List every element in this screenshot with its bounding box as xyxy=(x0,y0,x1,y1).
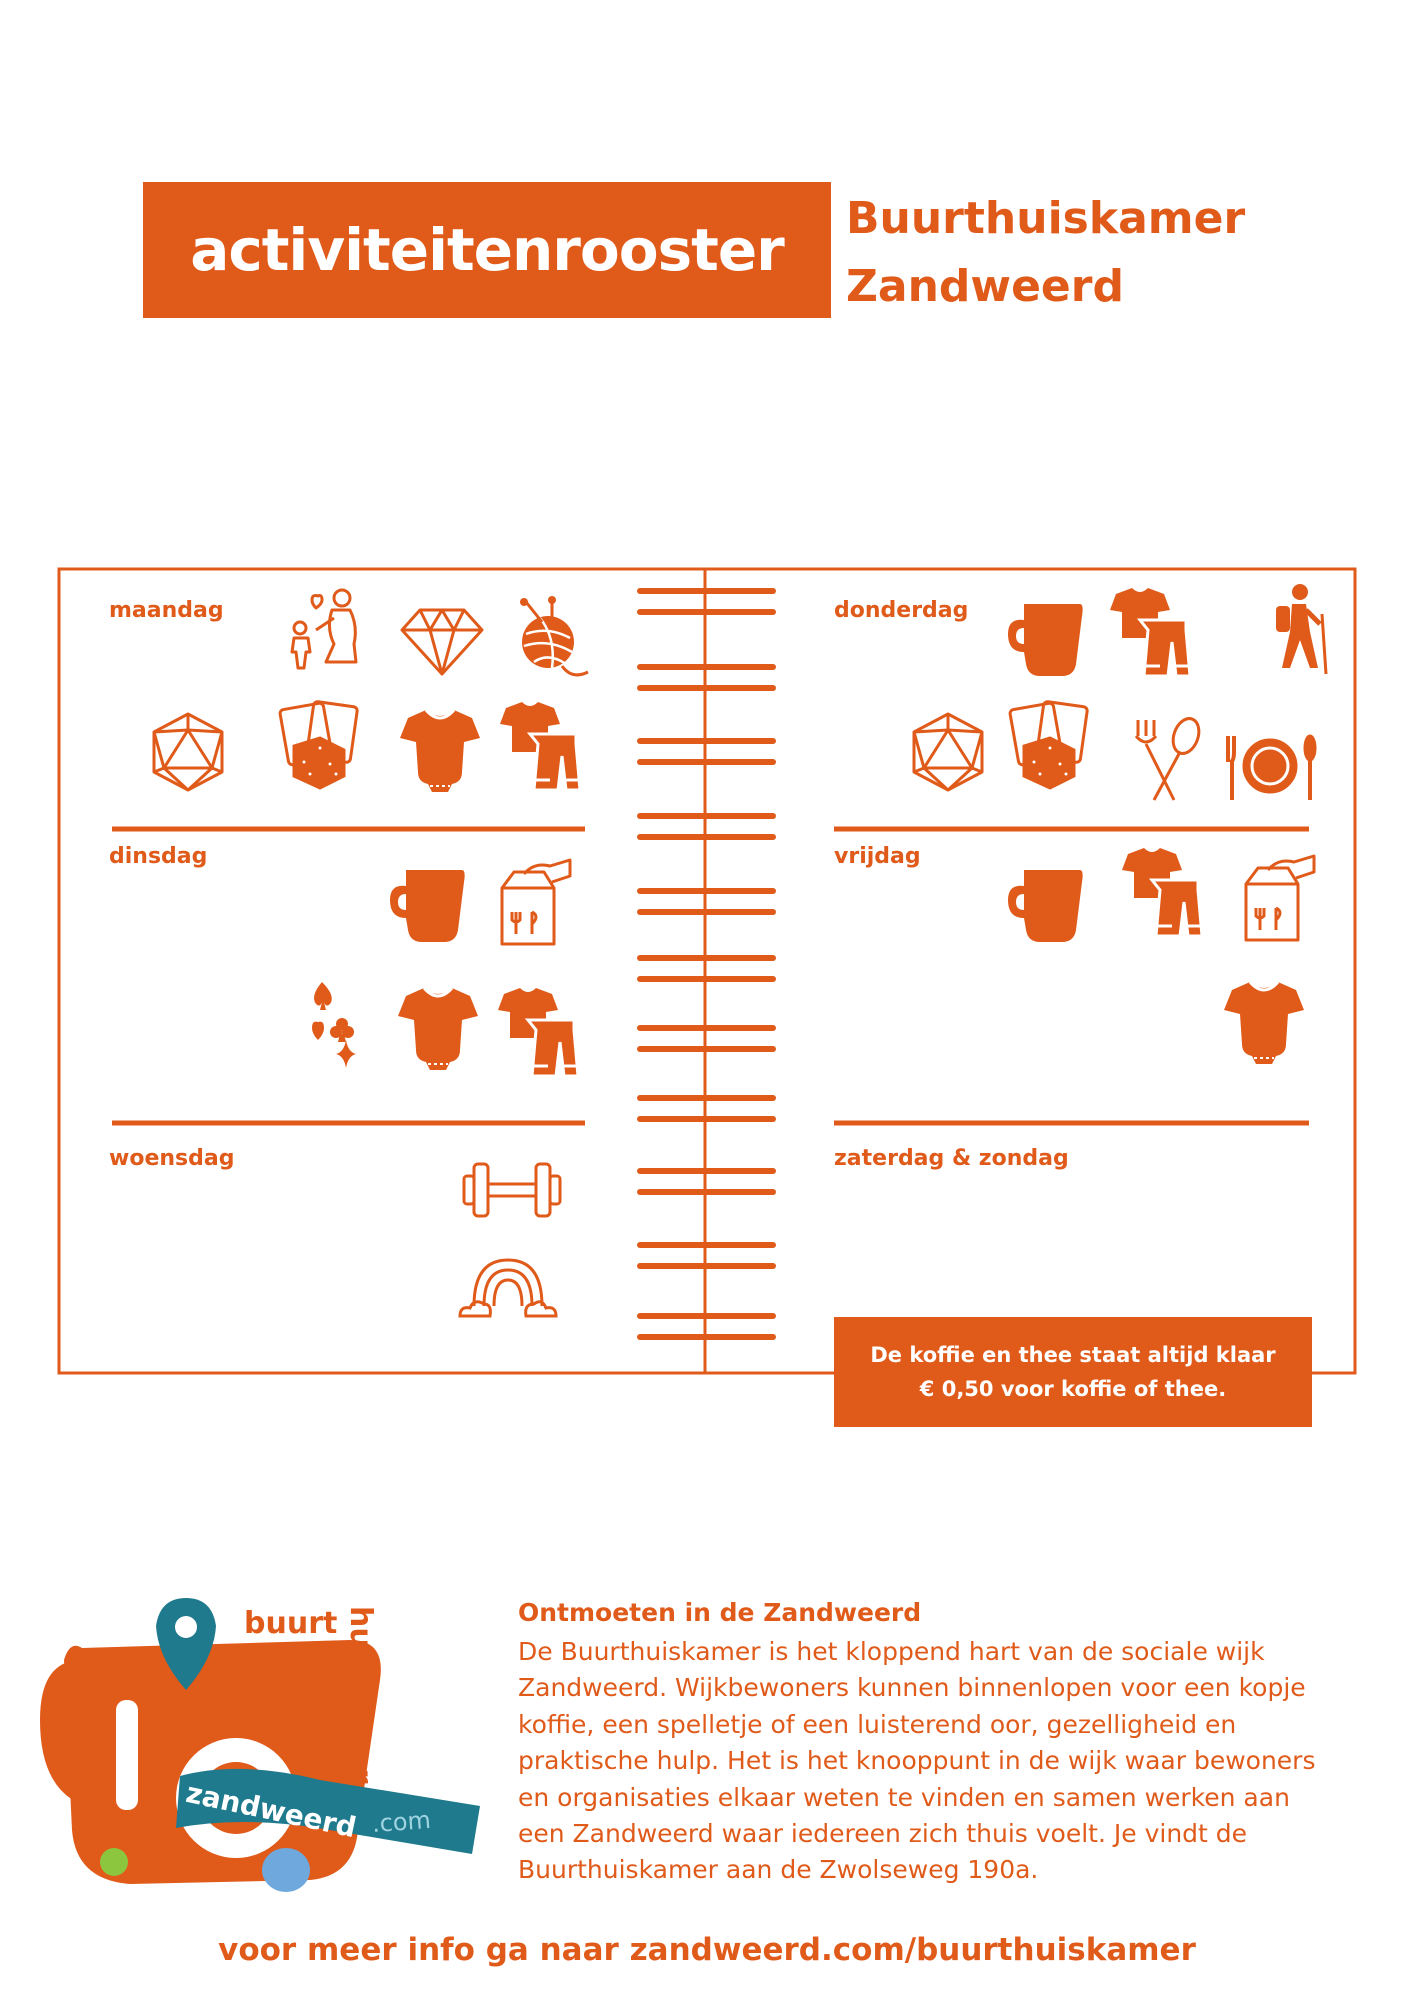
fork-spoon-icon xyxy=(1136,715,1203,800)
location-line-2: Zandweerd xyxy=(846,261,1124,312)
board-game-icon xyxy=(279,701,357,788)
day-label-dinsdag: dinsdag xyxy=(109,844,208,869)
coffee-notice xyxy=(834,1317,1312,1427)
baby-onesie-icon xyxy=(400,710,480,792)
clothing-icon xyxy=(500,702,580,790)
coffee-mug-icon xyxy=(390,870,465,942)
buurthuiskamer-logo xyxy=(40,1598,480,1892)
plate-cutlery-icon xyxy=(1228,736,1315,800)
info-line: Zandweerd. Wijkbewoners kunnen binnenlopen voor een kopje xyxy=(518,1673,1306,1703)
info-title: Ontmoeten in de Zandweerd xyxy=(518,1598,922,1627)
clothing-icon xyxy=(1110,588,1190,676)
info-line: een Zandweerd waar iedereen zich thuis voelt. Je vindt de xyxy=(518,1819,1248,1849)
d20-dice-icon xyxy=(154,714,222,790)
diamond-icon xyxy=(402,610,482,674)
info-line: De Buurthuiskamer is het kloppend hart van de sociale wijk xyxy=(518,1637,1265,1666)
info-line: en organisaties elkaar weten te vinden en samen werken aan xyxy=(518,1782,1290,1812)
day-label-maandag: maandag xyxy=(109,598,224,623)
coffee-mug-icon xyxy=(1008,604,1083,676)
food-bag-icon xyxy=(1246,856,1314,940)
notice-line-1: De koffie en thee staat altijd klaar xyxy=(870,1343,1276,1367)
location-line-1: Buurthuiskamer xyxy=(846,193,1246,244)
logo-word-buurt: buurt xyxy=(244,1606,338,1641)
notice-line-2: € 0,50 voor koffie of thee. xyxy=(919,1377,1227,1401)
logo-word-zandweerd: zandweerd xyxy=(183,1776,360,1845)
hiker-icon xyxy=(1276,584,1326,674)
clothing-icon xyxy=(498,988,578,1076)
page-title: activiteitenrooster xyxy=(190,216,784,284)
dumbbell-icon xyxy=(464,1164,560,1216)
yarn-ball-icon xyxy=(520,596,588,675)
day-label-woensdag: woensdag xyxy=(109,1146,235,1171)
logo-word-huiskamer: huiskamer xyxy=(343,1606,378,1784)
info-line: koffie, een spelletje of een luisterend oor, gezelligheid en xyxy=(518,1709,1237,1739)
baby-onesie-icon xyxy=(398,988,478,1070)
clothing-icon xyxy=(1122,848,1202,936)
board-game-icon xyxy=(1009,701,1087,788)
card-suits-icon xyxy=(312,982,356,1068)
day-label-donderdag: donderdag xyxy=(834,598,969,623)
logo-word-com: .com xyxy=(371,1805,432,1839)
d20-dice-icon xyxy=(914,714,982,790)
coffee-mug-icon xyxy=(1008,870,1083,942)
day-label-weekend: zaterdag & zondag xyxy=(834,1146,1069,1171)
footer-link[interactable]: voor meer info ga naar zandweerd.com/buurthuiskamer xyxy=(218,1932,1196,1968)
baby-onesie-icon xyxy=(1224,982,1304,1064)
info-line: Buurthuiskamer aan de Zwolseweg 190a. xyxy=(518,1855,1039,1885)
info-body xyxy=(518,1634,1378,1889)
food-bag-icon xyxy=(502,860,570,944)
rainbow-icon xyxy=(460,1260,556,1316)
parent-child-icon xyxy=(292,590,356,668)
day-label-vrijdag: vrijdag xyxy=(834,844,921,869)
info-line: praktische hulp. Het is het knooppunt in de wijk waar bewoners xyxy=(518,1746,1316,1776)
